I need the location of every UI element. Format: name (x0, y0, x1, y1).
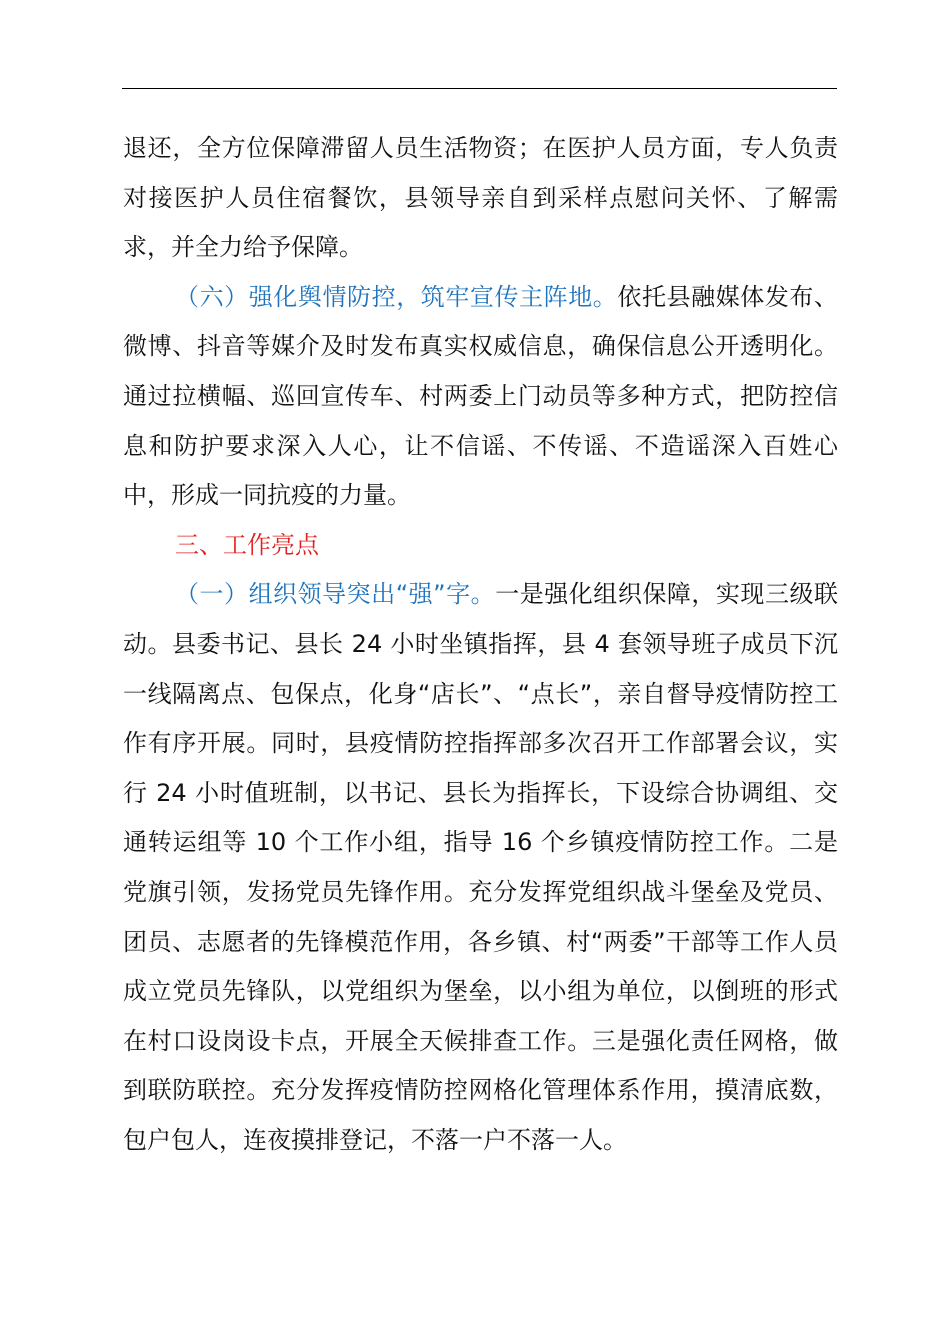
header-rule (122, 88, 837, 89)
paragraph-public-opinion (123, 273, 838, 521)
subheading-six: （六）强化舆情防控，筑牢宣传主阵地。 (175, 282, 618, 311)
paragraph-continued (123, 124, 838, 273)
document-body (123, 124, 838, 1165)
paragraph-text: 退还，全方位保障滞留人员生活物资；在医护人员方面，专人负责对接医护人员住宿餐饮，县领导亲自到采样点慰问关怀、了解需求，并全力给予保障。 (123, 134, 838, 262)
section-title: 三、工作亮点 (175, 530, 319, 559)
subheading-one: （一）组织领导突出“强”字。 (175, 580, 496, 609)
paragraph-text: 一是强化组织保障，实现三级联动。县委书记、县长 24 小时坐镇指挥，县 4 套领导班子成员下沉一线隔离点、包保点，化身“店长”、“点长”，亲自督导疫情防控工作有序开展。同时，县疫情防控指挥部多次召开工作部署会议，实行 24 小时值班制，以书记、县长为指挥长，下设综合协调组、交通转运组等 10 个工作小组，指导 16 个乡镇疫情防控工作。二是党旗引领，发扬党员先锋作用。充分发挥党组织战斗堡垒及党员、团员、志愿者的先锋模范作用，各乡镇、村“两委”干部等工作人员成立党员先锋队，以党组织为堡垒，以小组为单位，以倒班的形式在村口设岗设卡点，开展全天候排查工作。三是强化责任网格，做到联防联控。充分发挥疫情防控网格化管理体系作用，摸清底数，包户包人，连夜摸排登记，不落一户不落一人。 (123, 580, 839, 1154)
paragraph-organization (123, 570, 838, 1165)
paragraph-text: 依托县融媒体发布、微博、抖音等媒介及时发布真实权威信息，确保信息公开透明化。通过拉横幅、巡回宣传车、村两委上门动员等多种方式，把防控信息和防护要求深入人心，让不信谣、不传谣、不造谣深入百姓心中，形成一同抗疫的力量。 (123, 282, 839, 510)
